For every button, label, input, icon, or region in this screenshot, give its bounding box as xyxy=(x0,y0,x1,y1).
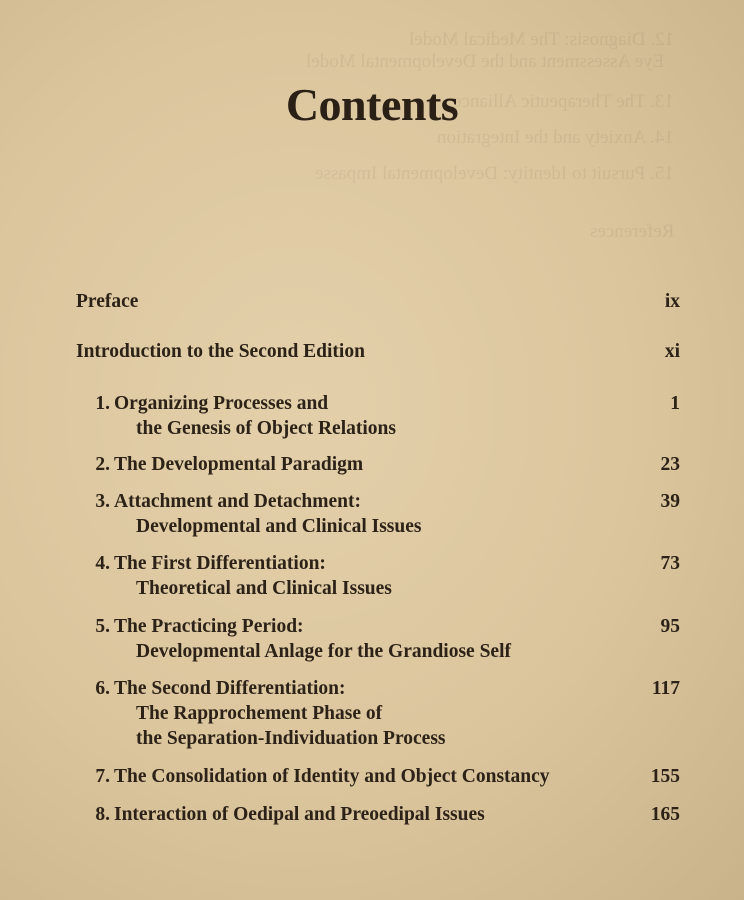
show-through-line: 13. The Therapeutic Alliance xyxy=(453,91,674,112)
entry-title: Preface xyxy=(76,291,139,312)
show-through-line: References xyxy=(589,221,674,242)
page-number: 1 xyxy=(670,393,680,414)
page-number: ix xyxy=(664,291,680,312)
entry-subtitle: the Genesis of Object Relations xyxy=(136,418,396,439)
entry-subtitle: the Separation-Individuation Process xyxy=(136,728,446,749)
toc-entry-chapter-3[interactable] xyxy=(76,489,680,539)
toc-entry-chapter-5[interactable] xyxy=(76,614,680,664)
page-number: 23 xyxy=(660,454,680,475)
page-number: 95 xyxy=(660,616,680,637)
entry-title: Organizing Processes and xyxy=(114,393,329,414)
entry-title: Interaction of Oedipal and Preoedipal Issues xyxy=(114,804,485,825)
page-number: 73 xyxy=(660,553,680,574)
page-number: 165 xyxy=(650,804,680,825)
entry-subtitle: Theoretical and Clinical Issues xyxy=(136,578,392,599)
entry-title: The Consolidation of Identity and Object Constancy xyxy=(114,766,550,787)
toc-entry-chapter-1[interactable] xyxy=(76,391,680,441)
show-through-line: 12. Diagnosis: The Medical Model xyxy=(408,29,674,50)
toc-entry-chapter-6[interactable] xyxy=(76,676,680,751)
toc-entry-preface[interactable] xyxy=(76,289,680,314)
toc-entry-chapter-4[interactable] xyxy=(76,551,680,601)
chapter-number: 8. xyxy=(95,804,110,825)
toc-entry-chapter-7[interactable] xyxy=(76,764,680,789)
chapter-number: 3. xyxy=(95,491,110,512)
entry-title: Attachment and Detachment: xyxy=(114,491,361,512)
chapter-number: 5. xyxy=(95,616,110,637)
toc-entry-introduction[interactable] xyxy=(76,339,680,364)
chapter-number: 7. xyxy=(95,766,110,787)
page-number: 39 xyxy=(660,491,680,512)
show-through-line: Eye Assessment and the Developmental Model xyxy=(305,51,664,72)
show-through-line: 14. Anxiety and the Integration xyxy=(437,127,674,148)
toc-entry-chapter-2[interactable] xyxy=(76,452,680,477)
toc-entry-chapter-8[interactable] xyxy=(76,802,680,827)
entry-subtitle: The Rapprochement Phase of xyxy=(136,703,383,724)
page-title: Contents xyxy=(285,79,459,130)
entry-title: The Developmental Paradigm xyxy=(114,454,364,475)
entry-subtitle: Developmental Anlage for the Grandiose Self xyxy=(136,641,511,662)
entry-title: The First Differentiation: xyxy=(114,553,326,574)
chapter-number: 6. xyxy=(95,678,110,699)
entry-title: Introduction to the Second Edition xyxy=(76,341,365,362)
page-number: 155 xyxy=(650,766,680,787)
page-number: xi xyxy=(664,341,680,362)
show-through-line: 15. Pursuit to Identity: Developmental Impasse xyxy=(315,163,674,184)
entry-subtitle: Developmental and Clinical Issues xyxy=(136,516,422,537)
entry-title: The Second Differentiation: xyxy=(114,678,346,699)
page-number: 117 xyxy=(651,678,680,699)
chapter-number: 4. xyxy=(95,553,110,574)
chapter-number: 1. xyxy=(95,393,110,414)
chapter-number: 2. xyxy=(95,454,110,475)
entry-title: The Practicing Period: xyxy=(114,616,304,637)
